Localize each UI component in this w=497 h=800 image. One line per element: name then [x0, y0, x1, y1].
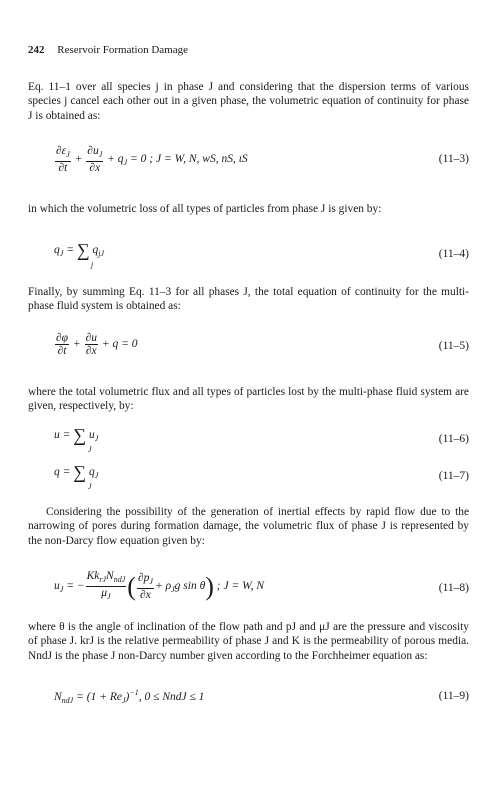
running-title: Reservoir Formation Damage	[57, 44, 188, 56]
eq-11-7-number: (11–7)	[438, 470, 469, 482]
equation-11-8: $u_J$ = − $\frac{Kk_{rJ}N_{ndJ}}{\mu_J}$ ( $\frac{\partial p_J}{\partial x}$ + $\rho_Jg$ sin θ) ; J = W, N (11–8)	[54, 570, 469, 602]
eq-11-6-number: (11–6)	[438, 433, 469, 445]
eq-11-9-number: (11–9)	[438, 690, 469, 702]
eq-11-3-number: (11–3)	[438, 153, 469, 165]
eq-11-4-number: (11–4)	[438, 248, 469, 260]
eq-11-8-number: (11–8)	[438, 582, 469, 594]
equation-11-4: $q_J$ = ∑ $q_{jJ}$ j (11–4)	[54, 240, 469, 269]
eq-11-3-domain: ; J = W, N, wS, nS, ιS	[149, 153, 248, 166]
paragraph-2: in which the volumetric loss of all types of particles from phase J is given by:	[28, 203, 382, 215]
paragraph-5: Considering the possibility of the generation of inertial effects by rapid flow due to the narrowing of pores during formation damage, the volumetric flux of phase J is represented by the non-Darcy flow equation given by:	[28, 506, 469, 547]
equation-11-9: $N_{ndJ} = (1 + Re_J)^{-1}$, 0 ≤ NndJ ≤ 1 (11–9)	[54, 688, 469, 705]
eq-11-9-domain: 0 ≤ NndJ ≤ 1	[144, 691, 205, 703]
paragraph-1: Eq. 11–1 over all species j in phase J and considering that the dispersion terms of various species j cancel each other out in a given phase, the volumetric equation of continuity for phase J is obtained as:	[28, 81, 469, 122]
page-number: 242	[28, 44, 45, 56]
page-header	[28, 44, 188, 56]
paragraph-3: Finally, by summing Eq. 11–3 for all phases J, the total equation of continuity for the multi-phase fluid system is obtained as:	[28, 286, 469, 313]
eq-11-8-domain: ; J = W, N	[216, 580, 265, 593]
equation-11-3: $\frac{\partial\varepsilon_J}{\partial t}$ + $\frac{\partial u_J}{\partial x}$ + $q_J = 0$ ; J = W, N, wS, nS, ιS (11–3)	[56, 145, 469, 174]
equation-11-5: $\frac{\partial\varphi}{\partial t}$ + $\frac{\partial u}{\partial x}$ + q = 0 (11–5)	[56, 332, 469, 357]
equation-11-7: q = ∑ $q_J$ J (11–7)	[54, 462, 469, 491]
paragraph-6: where θ is the angle of inclination of the flow path and pJ and μJ are the pressure and viscosity of phase J. krJ is the relative permeability of phase J and K is the permeability of porous media. NndJ is the phase J non-Darcy number given according to the Forchheimer equation as:	[28, 621, 469, 662]
equation-11-6: u = ∑ $u_J$ J (11–6)	[54, 425, 469, 454]
paragraph-4: where the total volumetric flux and all types of particles lost by the multi-phase fluid system are given, respectively, by:	[28, 386, 469, 413]
eq-11-5-number: (11–5)	[438, 340, 469, 352]
